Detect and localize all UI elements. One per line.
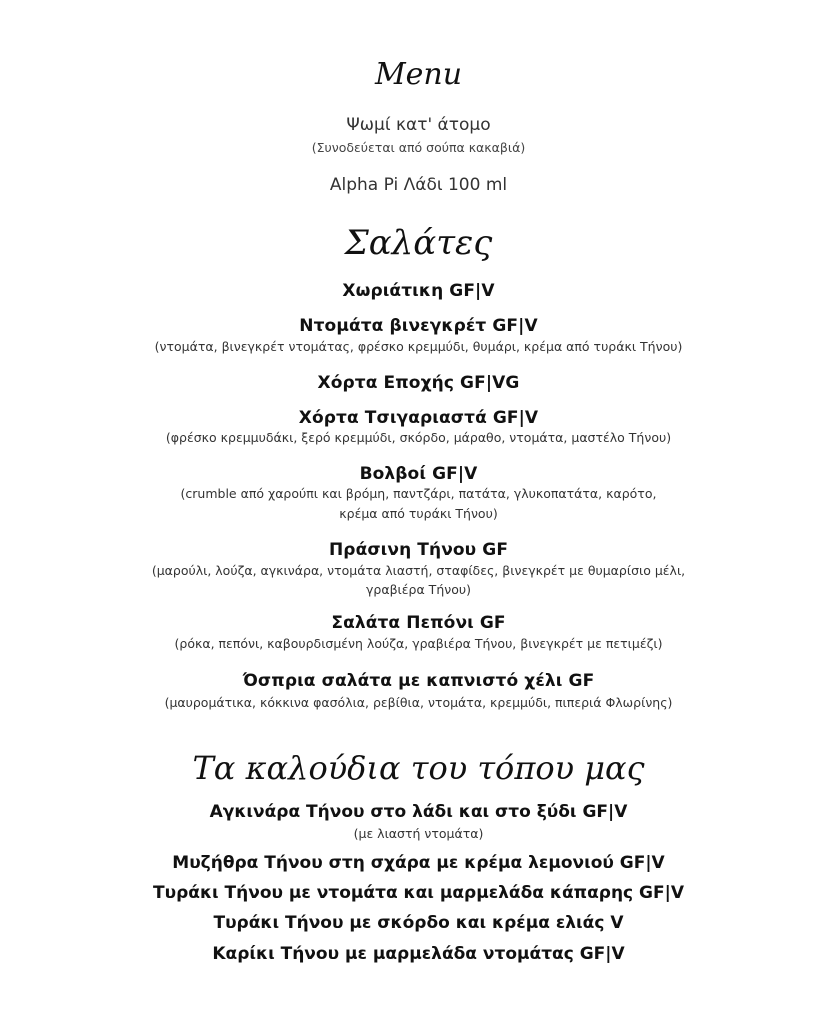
salad-item-green-tinos: Πράσινη Τήνου GF [328, 540, 509, 560]
local-item-kariki: Καρίκι Τήνου με μαρμελάδα ντομάτας GF|V [212, 944, 625, 964]
salad-item-desc: (μαρούλι, λούζα, αγκινάρα, ντομάτα λιαστή, σταφίδες, βινεγκρέτ με θυμαρίσιο μέλι, [151, 563, 686, 578]
local-item-desc: (με λιαστή ντομάτα) [353, 826, 484, 841]
salad-item-desc: (μαυρομάτικα, κόκκινα φασόλια, ρεβίθια, ντομάτα, κρεμμύδι, πιπεριά Φλωρίνης) [164, 695, 673, 710]
bread-item: Ψωμί κατ' άτομο [346, 115, 491, 135]
local-item-artichoke: Αγκινάρα Τήνου στο λάδι και στο ξύδι GF|V [209, 802, 628, 822]
menu-title: Menu [374, 57, 463, 92]
salad-item-desc-cont: κρέμα από τυράκι Τήνου) [339, 506, 498, 521]
salad-item-melon: Σαλάτα Πεπόνι GF [331, 613, 506, 633]
oil-item: Alpha Pi Λάδι 100 ml [329, 175, 508, 195]
salad-item-sauteed-greens: Χόρτα Τσιγαριαστά GF|V [298, 408, 539, 428]
salad-item-desc: (ντομάτα, βινεγκρέτ ντομάτας, φρέσκο κρεμμύδι, θυμάρι, κρέμα από τυράκι Τήνου) [154, 339, 683, 354]
salad-item-choriatiki: Χωριάτικη GF|V [342, 281, 495, 301]
salad-item-desc: (crumble από χαρούπι και βρόμη, παντζάρι, πατάτα, γλυκοπατάτα, καρότο, [180, 486, 657, 501]
salad-item-legumes-eel: Όσπρια σαλάτα με καπνιστό χέλι GF [242, 671, 595, 691]
bread-note: (Συνοδεύεται από σούπα κακαβιά) [311, 140, 526, 155]
salad-item-desc-cont: γραβιέρα Τήνου) [366, 582, 471, 597]
salad-item-desc: (ρόκα, πεπόνι, καβουρδισμένη λούζα, γραβιέρα Τήνου, βινεγκρέτ με πετιμέζι) [174, 636, 663, 651]
salad-item-seasonal-greens: Χόρτα Εποχής GF|VG [317, 373, 520, 393]
salads-heading: Σαλάτες [344, 223, 493, 263]
salad-item-tomato-vinaigrette: Ντομάτα βινεγκρέτ GF|V [299, 316, 538, 336]
salad-item-volvoi: Βολβοί GF|V [359, 464, 478, 484]
salad-item-desc: (φρέσκο κρεμμυδάκι, ξερό κρεμμύδι, σκόρδο, μάραθο, ντομάτα, μαστέλο Τήνου) [165, 430, 672, 445]
local-item-mizithra: Μυζήθρα Τήνου στη σχάρα με κρέμα λεμονιού GF|V [172, 853, 665, 873]
local-heading: Τα καλούδια του τόπου μας [192, 749, 645, 787]
local-item-cheese-garlic: Τυράκι Τήνου με σκόρδο και κρέμα ελιάς V [213, 913, 624, 933]
local-item-cheese-caper: Τυράκι Τήνου με ντομάτα και μαρμελάδα κάπαρης GF|V [153, 883, 684, 903]
